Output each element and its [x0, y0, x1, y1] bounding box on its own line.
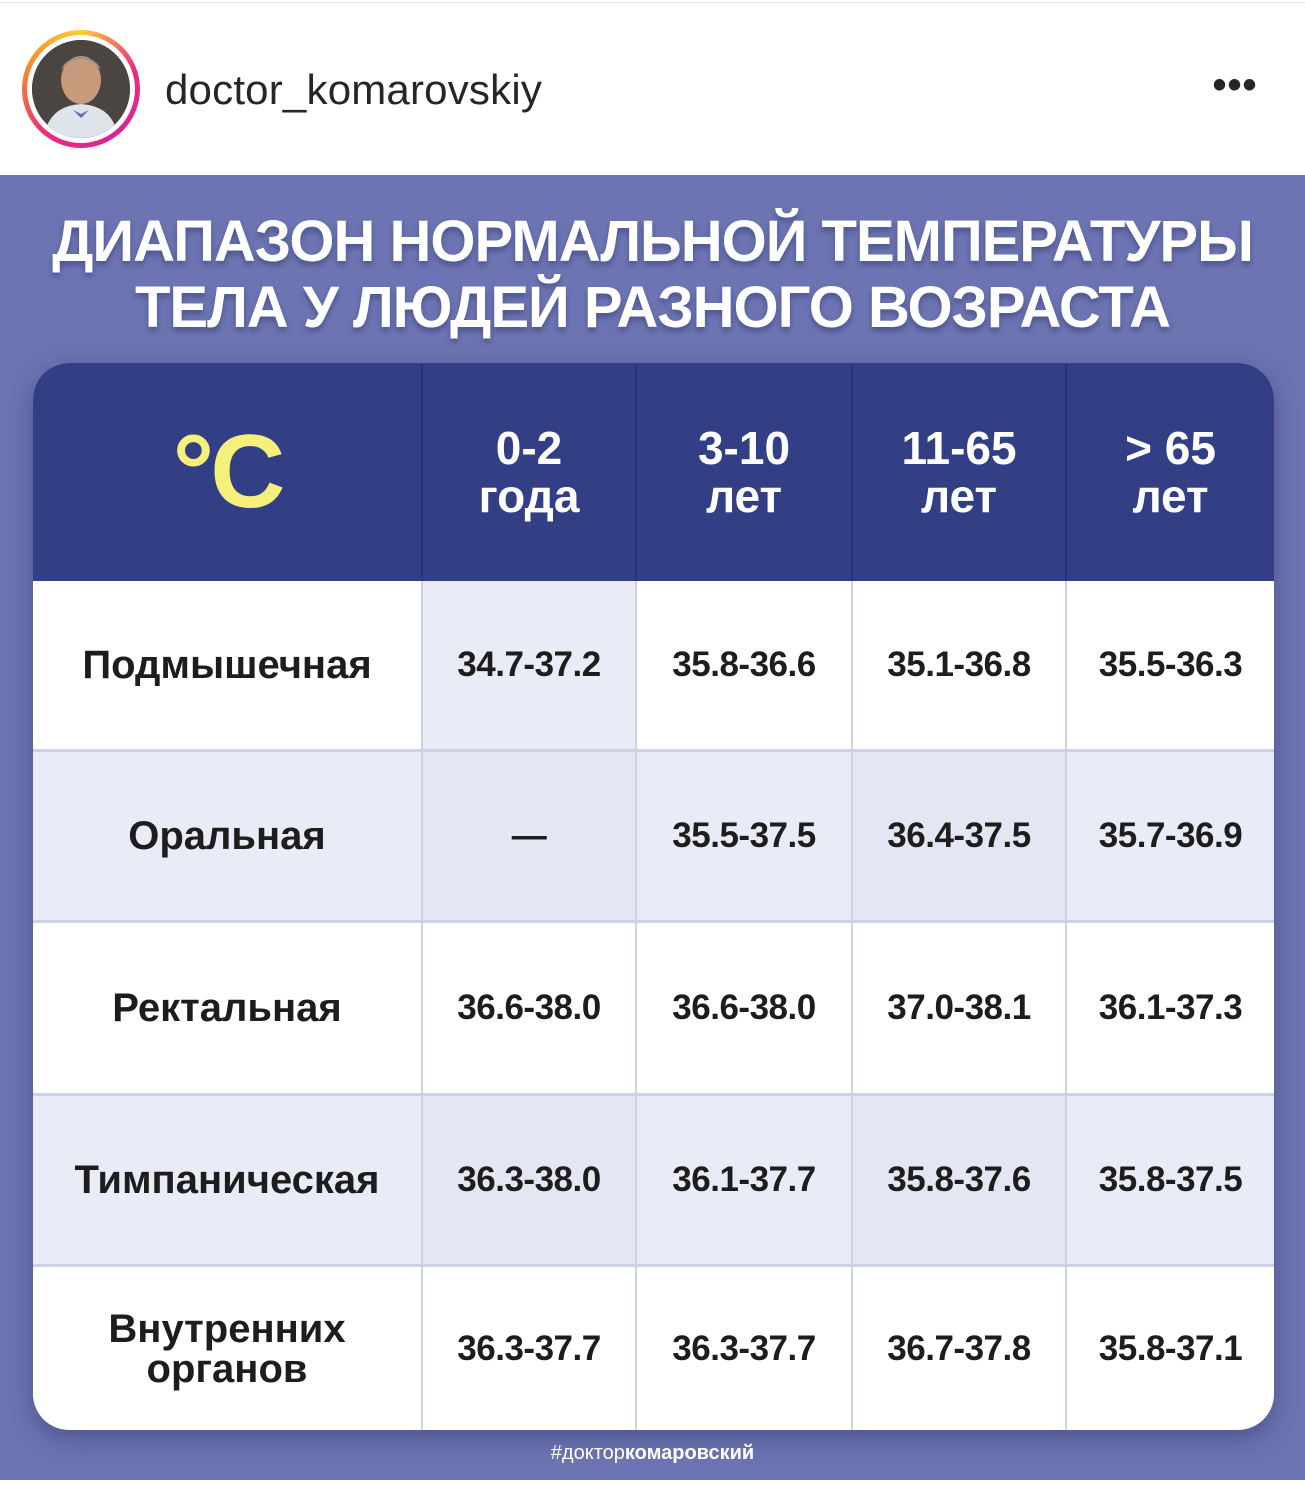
- table-cell: 36.6-38.0: [672, 988, 816, 1027]
- table-cell: 35.8-37.1: [1098, 1328, 1243, 1368]
- post-image: [0, 175, 1305, 1480]
- column-header: 0-2 года: [478, 422, 580, 522]
- table-header: [33, 363, 1274, 581]
- row-label: Оральная: [33, 752, 421, 920]
- table-cell: 35.7-36.9: [1067, 752, 1274, 920]
- table-cell: 36.1-37.3: [1098, 988, 1243, 1027]
- table-cell: 35.8-36.6: [672, 645, 816, 684]
- title-line-1: ДИАПАЗОН НОРМАЛЬНОЙ ТЕМПЕРАТУРЫ: [52, 209, 1253, 274]
- table-row: [33, 923, 1274, 1093]
- table-cell: 36.7-37.8: [887, 1328, 1031, 1368]
- column-header: > 65 лет: [1125, 422, 1216, 522]
- unit-header: °C: [172, 414, 282, 530]
- table-cell: 37.0-38.1: [887, 988, 1031, 1027]
- table-row: [33, 581, 1274, 749]
- title-line-2: ТЕЛА У ЛЮДЕЙ РАЗНОГО ВОЗРАСТА: [134, 275, 1171, 340]
- table-cell: 35.8-37.5: [1067, 1096, 1274, 1264]
- table-cell: 36.3-37.7: [672, 1328, 816, 1368]
- table-row: [33, 1096, 1274, 1264]
- table-cell: 36.4-37.5: [853, 752, 1065, 920]
- story-ring[interactable]: [22, 30, 140, 148]
- hashtag-caption: #докторкомаровский: [550, 1442, 755, 1464]
- table-cell: 35.5-36.3: [1098, 645, 1243, 684]
- row-label: Внутренних органов: [108, 1306, 346, 1391]
- table-cell: 35.5-37.5: [637, 752, 851, 920]
- row-label: Ректальная: [112, 986, 342, 1030]
- infographic-title: [0, 209, 1305, 341]
- table-cell: 36.1-37.7: [637, 1096, 851, 1264]
- table-row: [33, 1267, 1274, 1430]
- temperature-table: [33, 363, 1274, 1430]
- more-options-icon[interactable]: •••: [1212, 63, 1258, 107]
- avatar[interactable]: [32, 40, 130, 138]
- row-label: Подмышечная: [82, 643, 372, 687]
- table-cell: 35.8-37.6: [853, 1096, 1065, 1264]
- table-cell: 34.7-37.2: [423, 581, 635, 749]
- row-label: Тимпаническая: [33, 1096, 421, 1264]
- table-cell: 35.1-36.8: [887, 645, 1031, 684]
- username-link[interactable]: doctor_komarovskiy: [165, 66, 543, 113]
- table-cell: 36.3-37.7: [457, 1328, 601, 1368]
- column-header: 11-65 лет: [901, 422, 1017, 522]
- table-cell: —: [423, 752, 635, 920]
- column-header: 3-10 лет: [697, 422, 791, 522]
- avatar-photo-icon: [32, 40, 130, 138]
- table-cell: 36.6-38.0: [457, 988, 601, 1027]
- post-header: [0, 0, 1305, 175]
- table-row: [33, 752, 1274, 920]
- table-cell: 36.3-38.0: [423, 1096, 635, 1264]
